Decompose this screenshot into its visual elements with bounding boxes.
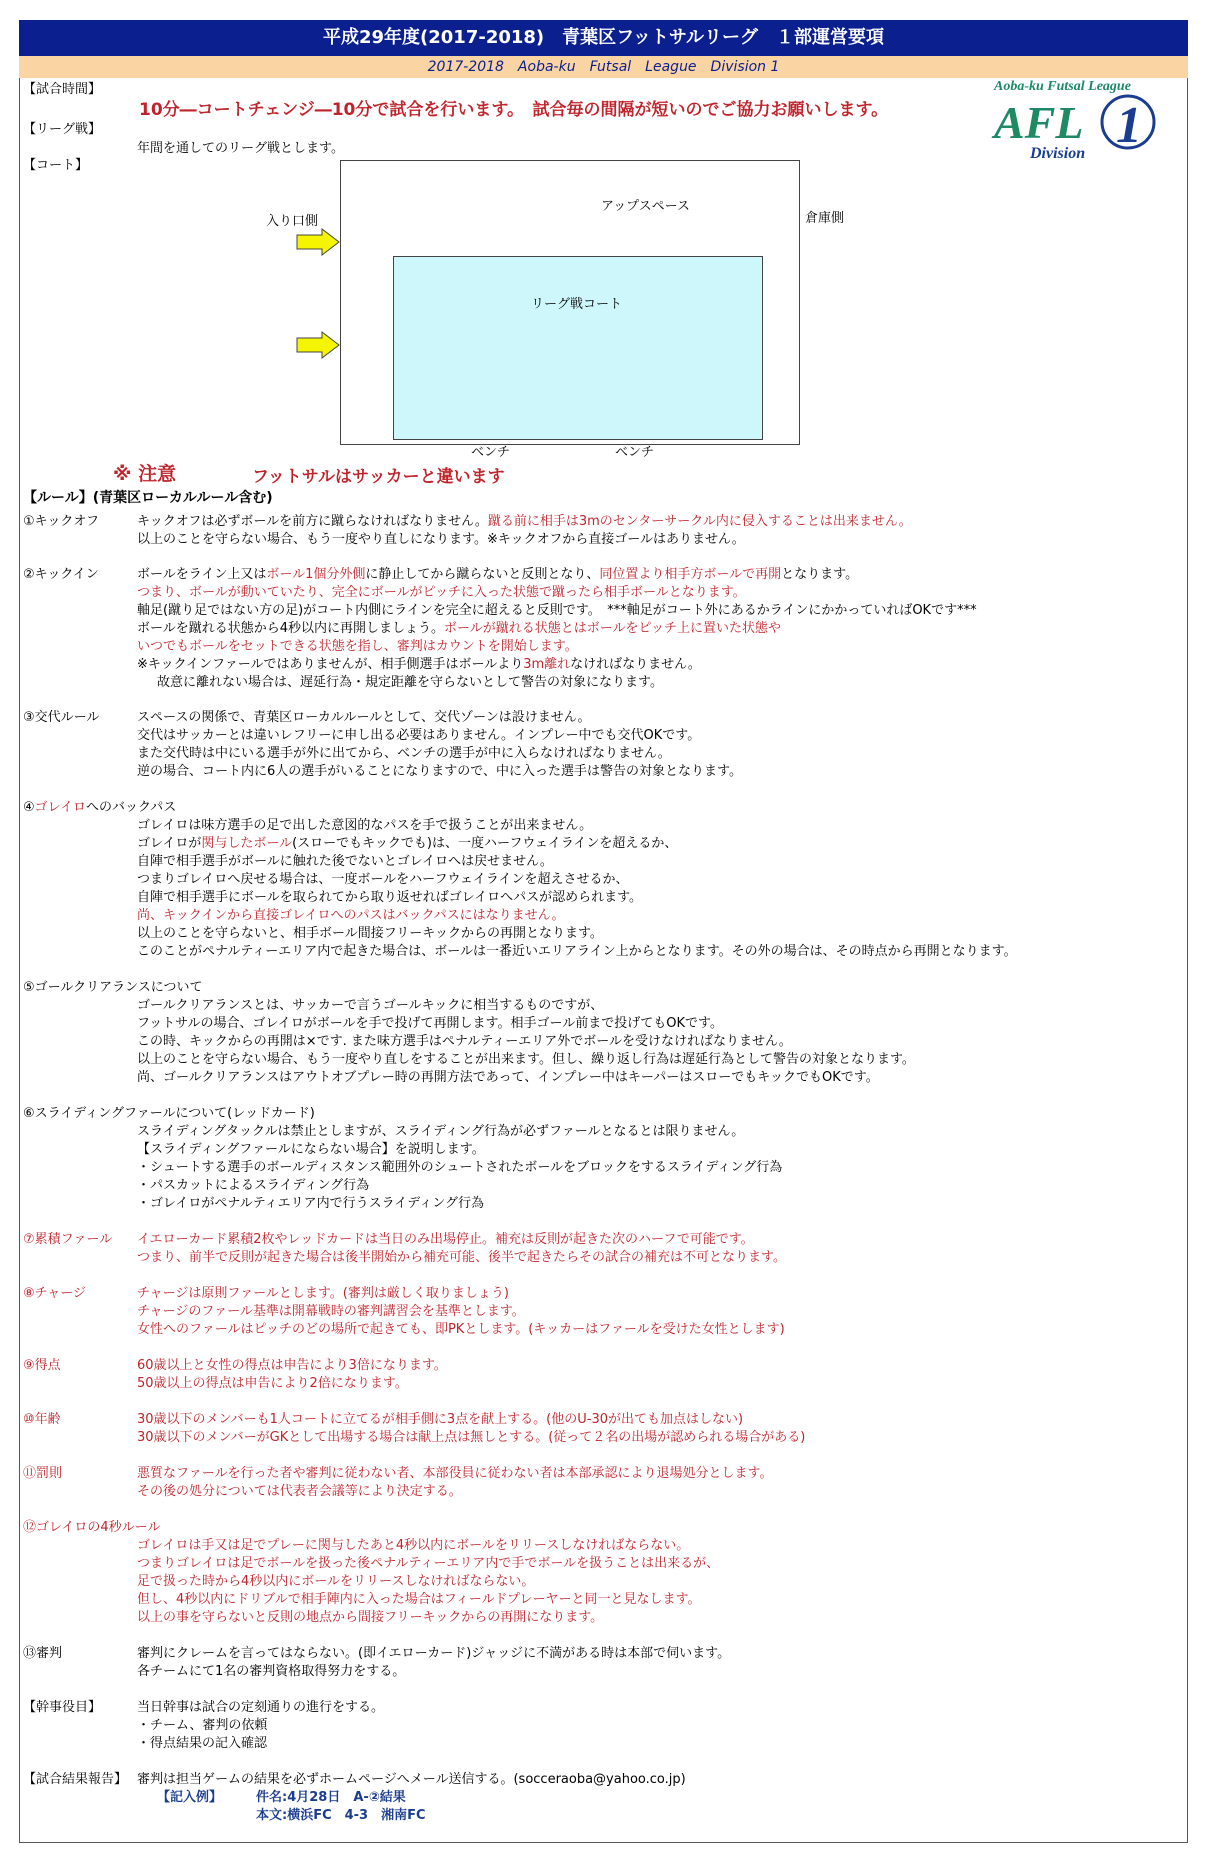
notice-text: フットサルはサッカーと違います (252, 467, 505, 487)
rule-2-line-2: つまり、ボールが動いていたり、完全にボールがピッチに入った状態で蹴ったら相手ボールとなります。 (137, 585, 746, 600)
logo-division: Division (1030, 145, 1086, 162)
warehouse-label: 倉庫側 (805, 211, 845, 226)
rule-4-line-5: 自陣で相手選手にボールを取られてから取り返せればゴレイロへパスが認められます。 (137, 890, 643, 905)
rule-5-title: ⑤ゴールクリアランスについて (23, 980, 203, 995)
court-label: 【コート】 (23, 158, 89, 173)
secretary-label: 【幹事役目】 (23, 1700, 102, 1715)
league-text: 年間を通してのリーグ戦とします。 (137, 141, 344, 156)
rule-4-line-7: 以上のことを守らないと、相手ボール間接フリーキックからの再開となります。 (137, 926, 603, 941)
rule-8-line-1: チャージは原則ファールとします。(審判は厳しく取りましょう) (137, 1286, 509, 1301)
secretary-line-1: 当日幹事は試合の定刻通りの進行をする。 (137, 1700, 385, 1715)
rule-9-line-1: 60歳以上と女性の得点は申告により3倍になります。 (137, 1358, 447, 1373)
upspace-label: アップスペース (601, 199, 690, 214)
rule-11-line-1: 悪質なファールを行った者や審判に従わない者、本部役員に従わない者は本部承認により退場処分とします。 (137, 1466, 773, 1481)
rule-13-line-1: 審判にクレームを言ってはならない。(即イエローカード)ジャッジに不満がある時は本部で伺います。 (137, 1646, 731, 1661)
logo-number: 1 (1116, 97, 1142, 154)
rule-6-line-3: ・シュートする選手のボールディスタンス範囲外のシュートされたボールをブロックをするスライディング行為 (137, 1160, 783, 1175)
rule-3-line-3: また交代時は中にいる選手が外に出てから、ベンチの選手が中に入らなければなりません。 (137, 746, 671, 761)
report-label: 【試合結果報告】 (23, 1772, 128, 1787)
page-subtitle: 2017-2018 Aoba-ku Futsal League Division 1 (19, 56, 1188, 78)
rule-8-title: ⑧チャージ (23, 1286, 87, 1301)
rule-8-line-3: 女性へのファールはピッチのどの場所で起きても、即PKとします。(キッカーはファールを受けた女性とします) (137, 1322, 785, 1337)
rule-3-line-2: 交代はサッカーとは違いレフリーに申し出る必要はありません。インプレー中でも交代OKです。 (137, 728, 701, 743)
rule-1-title: ①キックオフ (23, 514, 100, 529)
report-subject: 件名:4月28日 A-②結果 (256, 1790, 406, 1805)
rule-12-line-3: 足で扱った時から4秒以内にボールをリリースしなければならない。 (137, 1574, 535, 1589)
rule-6-line-5: ・ゴレイロがペナルティエリア内で行うスライディング行為 (137, 1196, 484, 1211)
rule-4-line-2: ゴレイロが関与したボール(スローでもキックでも)は、一度ハーフウェイラインを超えるか、 (137, 836, 678, 851)
rule-13-title: ⑬審判 (23, 1646, 63, 1661)
rule-2-line-1: ボールをライン上又はボール1個分外側に静止してから蹴らないと反則となり、同位置より相手方ボールで再開となります。 (137, 567, 859, 582)
secretary-line-2: ・チーム、審判の依頼 (137, 1718, 268, 1733)
logo-top-text: Aoba-ku Futsal League (994, 79, 1131, 94)
afl-logo (990, 76, 1180, 166)
rule-6-line-2: 【スライディングファールにならない場合】を説明します。 (137, 1142, 485, 1157)
rule-4-line-8: このことがペナルティーエリア内で起きた場合は、ボールは一番近いエリアライン上からとなります。その外の場合は、その時点から再開となります。 (137, 944, 1017, 959)
bench-label-2: ベンチ (615, 445, 655, 460)
rule-6-title: ⑥スライディングファールについて(レッドカード) (23, 1106, 315, 1121)
rule-10-line-1: 30歳以下のメンバーも1人コートに立てるが相手側に3点を献上する。(他のU-30が出ても加点はしない) (137, 1412, 744, 1427)
rule-9-title: ⑨得点 (23, 1358, 61, 1373)
rule-2-line-4: ボールを蹴れる状態から4秒以内に再開しましょう。ボールが蹴れる状態とはボールをピッチ上に置いた状態や (137, 621, 781, 636)
rule-3-line-1: スペースの関係で、青葉区ローカルルールとして、交代ゾーンは設けません。 (137, 710, 591, 725)
rule-4-line-6: 尚、キックインから直接ゴレイロへのパスはバックパスにはなりません。 (137, 908, 565, 923)
rule-7-line-2: つまり、前半で反則が起きた場合は後半開始から補充可能、後半で起きたらその試合の補充は不可となります。 (137, 1250, 786, 1265)
league-label: 【リーグ戦】 (23, 122, 102, 137)
rule-10-line-2: 30歳以下のメンバーがGKとして出場する場合は献上点は無しとする。(従って２名の出場が認められる場合がある) (137, 1430, 806, 1445)
rule-1-line-2: 以上のことを守らない場合、もう一度やり直しになります。※キックオフから直接ゴールはありません。 (137, 532, 745, 547)
bench-label-1: ベンチ (471, 445, 511, 460)
secretary-line-3: ・得点結果の記入確認 (137, 1736, 268, 1751)
rule-5-line-5: 尚、ゴールクリアランスはアウトオブプレー時の再開方法であって、インプレー中はキーパーはスローでもキックでもOKです。 (137, 1070, 879, 1085)
rule-2-title: ②キックイン (23, 567, 99, 582)
rule-12-line-5: 以上の事を守らないと反則の地点から間接フリーキックからの再開になります。 (137, 1610, 604, 1625)
rule-6-line-4: ・パスカットによるスライディング行為 (137, 1178, 370, 1193)
rule-2-line-6: ※キックインファールではありませんが、相手側選手はボールより3m離れなければなりません。 (137, 657, 701, 672)
rule-4-line-3: 自陣で相手選手がボールに触れた後でないとゴレイロへは戻せません。 (137, 854, 553, 869)
rule-2-line-3: 軸足(蹴り足ではない方の足)がコート内側にラインを完全に超えると反則です。 ***軸足がコート外にあるかラインにかかっていればOKです*** (137, 603, 977, 618)
rule-2-line-5: いつでもボールをセットできる状態を指し、審判はカウントを開始します。 (137, 639, 578, 654)
rule-11-title: ⑪罰則 (23, 1466, 63, 1481)
rule-3-title: ③交代ルール (23, 710, 100, 725)
page-title: 平成29年度(2017-2018) 青葉区フットサルリーグ １部運営要項 (19, 20, 1188, 56)
report-line-1: 審判は担当ゲームの結果を必ずホームページへメール送信する。(socceraoba@yahoo.co.jp) (137, 1772, 686, 1787)
rule-1-line-1: キックオフは必ずボールを前方に蹴らなければなりません。蹴る前に相手は3mのセンターサークル内に侵入することは出来ません。 (137, 514, 912, 529)
rule-4-line-4: つまりゴレイロへ戻せる場合は、一度ボールをハーフウェイラインを超えさせるか、 (137, 872, 629, 887)
report-body: 本文:横浜FC 4-3 湘南FC (256, 1808, 426, 1823)
logo-main-text: AFL (994, 97, 1084, 148)
rules-title: 【ルール】(青葉区ローカルルール含む) (23, 490, 273, 506)
rule-9-line-2: 50歳以上の得点は申告により2倍になります。 (137, 1376, 408, 1391)
rule-2-line-7: 故意に離れない場合は、遅延行為・規定距離を守らないとして警告の対象になります。 (157, 675, 663, 690)
rule-5-line-3: この時、キックからの再開は×です. また味方選手はペナルティーエリア外でボールを受けなければなりません。 (137, 1034, 792, 1049)
rule-5-line-4: 以上のことを守らない場合、もう一度やり直しをすることが出来ます。但し、繰り返し行為は遅延行為として警告の対象となります。 (137, 1052, 915, 1067)
rule-5-line-1: ゴールクリアランスとは、サッカーで言うゴールキックに相当するものですが、 (137, 998, 604, 1013)
rule-10-title: ⑩年齢 (23, 1412, 61, 1427)
rule-7-title: ⑦累積ファール (23, 1232, 113, 1247)
rule-4-title: ④ゴレイロへのバックパス (23, 800, 177, 815)
court-name-label: リーグ戦コート (531, 297, 623, 312)
rule-4-line-1: ゴレイロは味方選手の足で出した意図的なパスを手で扱うことが出来ません。 (137, 818, 593, 833)
match-time-text: 10分―コートチェンジ―10分で試合を行います。 試合毎の間隔が短いのでご協力お願いします。 (139, 100, 889, 120)
match-time-label: 【試合時間】 (23, 82, 102, 97)
rule-12-line-1: ゴレイロは手又は足でプレーに関与したあと4秒以内にボールをリリースしなければならない。 (137, 1538, 690, 1553)
rule-12-line-4: 但し、4秒以内にドリブルで相手陣内に入った場合はフィールドプレーヤーと同一と見なします。 (137, 1592, 701, 1607)
report-example-label: 【記入例】 (157, 1790, 223, 1805)
rule-8-line-2: チャージのファール基準は開幕戦時の審判講習会を基準とします。 (137, 1304, 525, 1319)
rule-6-line-1: スライディングタックルは禁止としますが、スライディング行為が必ずファールとなるとは限りません。 (137, 1124, 745, 1139)
rule-11-line-2: その後の処分については代表者会議等により決定する。 (137, 1484, 462, 1499)
rule-5-line-2: フットサルの場合、ゴレイロがボールを手で投げて再開します。相手ゴール前まで投げてもOKです。 (137, 1016, 723, 1031)
league-court (393, 256, 763, 440)
entrance-arrow-icon (296, 331, 340, 359)
rule-12-line-2: つまりゴレイロは足でボールを扱った後ペナルティーエリア内で手でボールを扱うことは出来るが、 (137, 1556, 720, 1571)
rule-7-line-1: イエローカード累積2枚やレッドカードは当日のみ出場停止。補充は反則が起きた次のハーフで可能です。 (137, 1232, 754, 1247)
notice-mark: ※ 注意 (113, 463, 177, 485)
rule-12-title: ⑫ゴレイロの4秒ルール (23, 1520, 161, 1535)
entrance-arrow-icon (296, 228, 340, 256)
rule-3-line-4: 逆の場合、コート内に6人の選手がいることになりますので、中に入った選手は警告の対象となります。 (137, 764, 742, 779)
rule-13-line-2: 各チームにて1名の審判資格取得努力をする。 (137, 1664, 406, 1679)
entrance-label: 入り口側 (266, 214, 319, 229)
